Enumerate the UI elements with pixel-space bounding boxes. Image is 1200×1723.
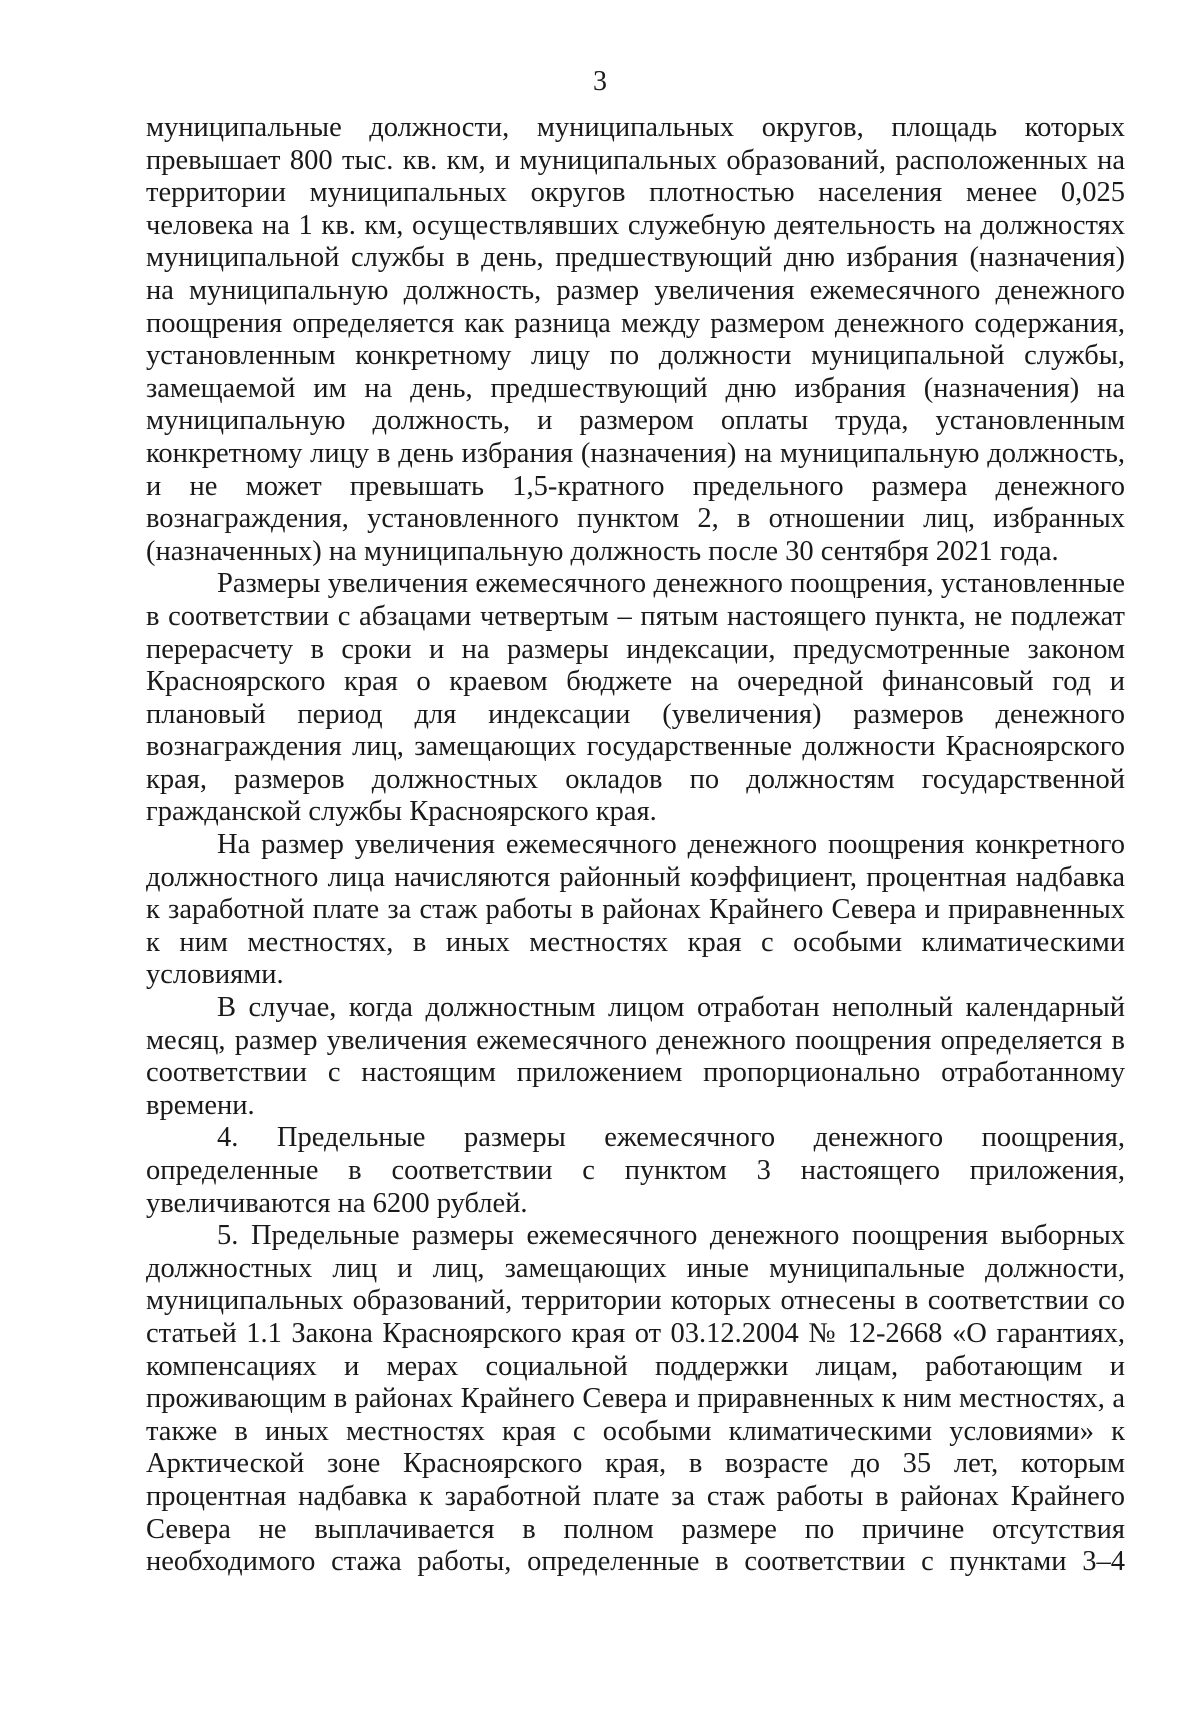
paragraph-indexation: Размеры увеличения ежемесячного денежного поощрения, установленные в соответствии с абзацами четвертым – пятым настоящего пункта, не подлежат перерасчету в сроки и на размеры индексации, предусмотренные законом Красноярского края о краевом бюджете на очередной финансовый год и плановый период для индексации (увеличения) размеров денежного вознаграждения лиц, замещающих государственные должности Красноярского края, размеров должностных окладов по должностям государственной гражданской службы Красноярского края. [146,568,1125,828]
paragraph-item-4: 4. Предельные размеры ежемесячного денежного поощрения, определенные в соответствии с пунктом 3 настоящего приложения, увеличиваются на 6200 рублей. [146,1122,1125,1219]
paragraph-continuation: муниципальные должности, муниципальных округов, площадь которых превышает 800 тыс. кв. км, и муниципальных образований, расположенных на территории муниципальных округов плотностью населения менее 0,025 человека на 1 кв. км, осуществлявших служебную деятельность на должностях муниципальной службы в день, предшествующий дню избрания (назначения) на муниципальную должность, размер увеличения ежемесячного денежного поощрения определяется как разница между размером денежного содержания, установленным конкретному лицу по должности муниципальной службы, замещаемой им на день, предшествующий дню избрания (назначения) на муниципальную должность, и размером оплаты труда, установленным конкретному лицу в день избрания (назначения) на муниципальную должность, и не может превышать 1,5-кратного предельного размера денежного вознаграждения, установленного пунктом 2, в отношении лиц, избранных (назначенных) на муниципальную должность после 30 сентября 2021 года. [146,112,1125,567]
document-body [146,112,1125,1579]
paragraph-partial-month: В случае, когда должностным лицом отработан неполный календарный месяц, размер увеличения ежемесячного денежного поощрения определяется в соответствии с настоящим приложением пропорционально отработанному времени. [146,992,1125,1121]
page-number: 3 [593,66,607,97]
paragraph-item-5: 5. Предельные размеры ежемесячного денежного поощрения выборных должностных лиц и лиц, замещающих иные муниципальные должности, муниципальных образований, территории которых отнесены в соответствии со статьей 1.1 Закона Красноярского края от 03.12.2004 № 12-2668 «О гарантиях, компенсациях и мерах социальной поддержки лицам, работающим и проживающим в районах Крайнего Севера и приравненных к ним местностях, а также в иных местностях края с особыми климатическими условиями» к Арктической зоне Красноярского края, в возрасте до 35 лет, которым процентная надбавка к заработной плате за стаж работы в районах Крайнего Севера не выплачивается в полном размере по причине отсутствия необходимого стажа работы, определенные в соответствии с пунктами 3–4 [146,1220,1125,1578]
paragraph-coefficients: На размер увеличения ежемесячного денежного поощрения конкретного должностного лица начисляются районный коэффициент, процентная надбавка к заработной плате за стаж работы в районах Крайнего Севера и приравненных к ним местностях, в иных местностях края с особыми климатическими условиями. [146,829,1125,991]
